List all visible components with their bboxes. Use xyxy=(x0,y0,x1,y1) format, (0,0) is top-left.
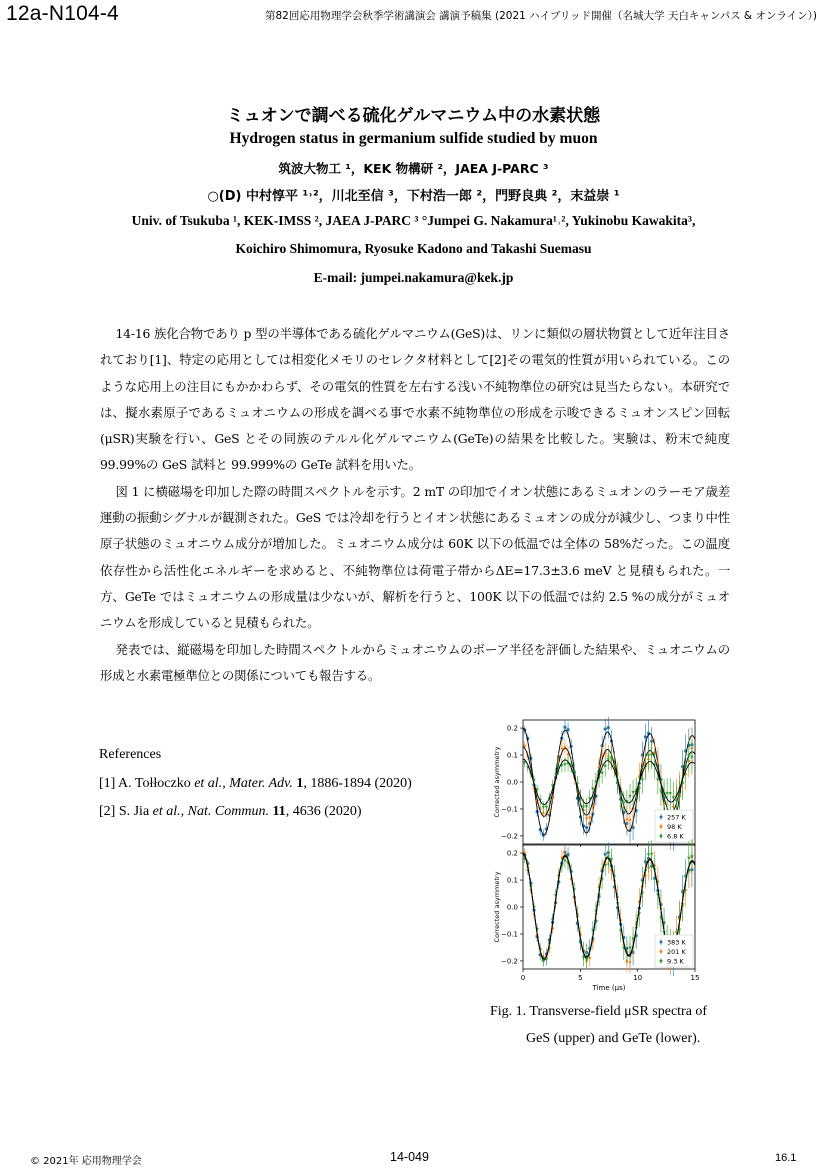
data-point xyxy=(542,960,545,963)
data-point xyxy=(690,756,693,759)
x-tick-label: 0 xyxy=(520,974,526,982)
y-tick-label: 0.1 xyxy=(506,751,518,760)
data-point xyxy=(656,761,659,764)
data-point xyxy=(604,727,607,730)
y-tick-label: −0.2 xyxy=(501,832,518,841)
paragraph-1: 14-16 族化合物であり p 型の半導体である硫化ゲルマニウム(GeS)は、リンに類似の層状物質として近年注目されており[1]、特定の応用としては相変化メモリのセレクタ材料として[2]その電気的性質が用いられている。このような応用上の注目にもかかわらず、その電気的性質を左右する浅い不純物準位の研究は見当たらない。本研究では、擬水素原子であるミュオニウムの形成を調べる事で水素不純物準位の形成を示唆できるミュオンスピン回転(μSR)実験を行い、GeS とその同族のテルル化ゲルマニウム(GeTe)の結果を比較した。実験は、粉末で純度 99.99%の GeS 試料と 99.999%の GeTe 試料を用いた。 xyxy=(100,326,730,473)
footer-index: 16.1 xyxy=(775,1152,797,1164)
data-point xyxy=(588,815,591,818)
data-point xyxy=(563,745,566,748)
data-point xyxy=(600,772,603,775)
data-point xyxy=(560,746,563,749)
data-point xyxy=(675,800,678,803)
ref1-journal: et al., Mater. Adv. xyxy=(194,775,293,791)
reference-2 xyxy=(99,798,459,827)
x-tick-label: 10 xyxy=(633,974,643,982)
data-point xyxy=(687,857,690,860)
session-id: 12a-N104-4 xyxy=(6,2,119,25)
data-point xyxy=(563,726,566,729)
x-tick-label: 15 xyxy=(690,974,700,982)
authors-english-line1: Univ. of Tsukuba ¹, KEK-IMSS ², JAEA J-PARC ³ °Jumpei G. Nakamura¹˒², Yukinobu Kawakita³, xyxy=(131,213,696,228)
legend-label: 9.3 K xyxy=(667,957,684,966)
fit-curve xyxy=(523,747,695,816)
y-tick-label: −0.1 xyxy=(501,930,518,939)
data-point xyxy=(628,946,631,949)
figure-caption-line2: GeS (upper) and GeTe (lower). xyxy=(526,1031,701,1046)
data-point xyxy=(545,806,548,809)
paragraph-2: 図 1 に横磁場を印加した際の時間スペクトルを示す。2 mT の印加でイオン状態にあるミュオンのラーモア歳差運動の振動シグナルが観測された。GeS では冷却を行うとイオン状態にあるミュオンの成分が減少し、つまり中性原子状態のミュオニウム成分が増加した。ミュオニウム成分は 60K 以下の低温では全体の 58%だった。この温度依存性から活性化エネルギーを求めると、不純物準位は荷電子帯からΔE=17.3±3.6 meV と見積もられた。一方、GeTe ではミュオニウムの形成量は少ないが、解析を行うと、100K 以下の低温では約 2.5 %の成分がミュオニウムを形成していると見積もられた。 xyxy=(100,483,730,631)
data-point xyxy=(665,792,668,795)
authors-japanese: ○(D) 中村惇平 ¹˒²，川北至信 ³，下村浩一郎 ²，門野良典 ²，末益崇 ¹ xyxy=(207,189,620,204)
y-tick-label: 0.2 xyxy=(506,724,518,733)
legend-label: 201 K xyxy=(667,948,686,956)
affiliations-japanese: 筑波大物工 ¹，KEK 物構研 ²，JAEA J-PARC ³ xyxy=(278,161,549,176)
contact-email: E-mail: jumpei.nakamura@kek.jp xyxy=(313,270,514,285)
data-point xyxy=(650,753,653,756)
title-japanese: ミュオンで調べる硫化ゲルマニウム中の水素状態 xyxy=(226,106,601,126)
legend-label: 98 K xyxy=(667,823,682,831)
data-point xyxy=(585,805,588,808)
legend-label: 383 K xyxy=(667,938,686,947)
title-english: Hydrogen status in germanium sulfide studied by muon xyxy=(229,130,598,147)
data-point xyxy=(523,744,526,747)
x-axis-label: Time (μs) xyxy=(592,984,626,992)
x-tick-label: 5 xyxy=(578,974,583,982)
data-point xyxy=(542,806,545,809)
lower-panel-gete xyxy=(493,839,699,992)
data-point xyxy=(628,795,631,798)
authors-english-line2: Koichiro Shimomura, Ryosuke Kadono and Takashi Suemasu xyxy=(235,241,592,256)
ref1-pages: , 1886-1894 (2020) xyxy=(303,775,412,791)
legend-label: 257 K xyxy=(667,813,686,822)
data-point xyxy=(647,853,650,856)
y-axis-label: Corrected asymmetry xyxy=(493,746,501,818)
y-tick-label: 0.2 xyxy=(506,849,518,858)
data-point xyxy=(585,816,588,819)
ref1-volume: 1 xyxy=(292,775,304,791)
ref2-journal: et al., Nat. Commun. xyxy=(152,804,269,819)
data-point xyxy=(687,754,690,757)
data-point xyxy=(604,765,607,768)
y-tick-label: 0.0 xyxy=(506,778,518,787)
data-point xyxy=(563,860,566,863)
references-heading: References xyxy=(99,747,162,762)
y-tick-label: 0.1 xyxy=(506,876,518,885)
data-point xyxy=(607,726,610,729)
references xyxy=(99,741,459,827)
data-point xyxy=(650,853,653,856)
y-axis-label: Corrected asymmetry xyxy=(493,871,501,943)
conference-header: 第82回応用物理学会秋季学術講演会 講演予稿集 (2021 ハイブリッド開催（名城大学 天白キャンパス & オンライン）) xyxy=(264,10,817,22)
data-point xyxy=(563,763,566,766)
legend-label: 6.8 K xyxy=(667,832,684,841)
ref2-pages: , 4636 (2020) xyxy=(285,804,362,819)
upper-panel-ges xyxy=(493,717,695,851)
musr-spectra-figure xyxy=(488,714,718,994)
footer-page-number: 14-049 xyxy=(390,1150,429,1164)
data-point xyxy=(628,818,631,821)
y-tick-label: −0.1 xyxy=(501,805,518,814)
data-point xyxy=(582,956,585,959)
data-point xyxy=(641,778,644,781)
ref1-author: [1] A. Tołłoczko xyxy=(99,775,195,791)
footer-copyright: © 2021年 応用物理学会 xyxy=(30,1156,142,1167)
figure-caption-line1: Fig. 1. Transverse-field μSR spectra of xyxy=(490,1004,708,1019)
ref2-volume: 11 xyxy=(268,804,286,819)
data-point xyxy=(669,792,672,795)
abstract-body xyxy=(100,321,730,689)
reference-1 xyxy=(99,770,459,799)
data-point xyxy=(644,735,647,738)
data-point xyxy=(631,791,634,794)
ref2-author: [2] S. Jia xyxy=(99,804,153,819)
y-tick-label: −0.2 xyxy=(501,957,518,966)
paragraph-3: 発表では、縦磁場を印加した時間スペクトルからミュオニウムのボーア半径を評価した結果や、ミュオニウムの形成と水素電極準位との関係についても報告する。 xyxy=(100,641,730,683)
data-point xyxy=(625,817,628,820)
y-tick-label: 0.0 xyxy=(506,903,518,912)
data-point xyxy=(647,754,650,757)
